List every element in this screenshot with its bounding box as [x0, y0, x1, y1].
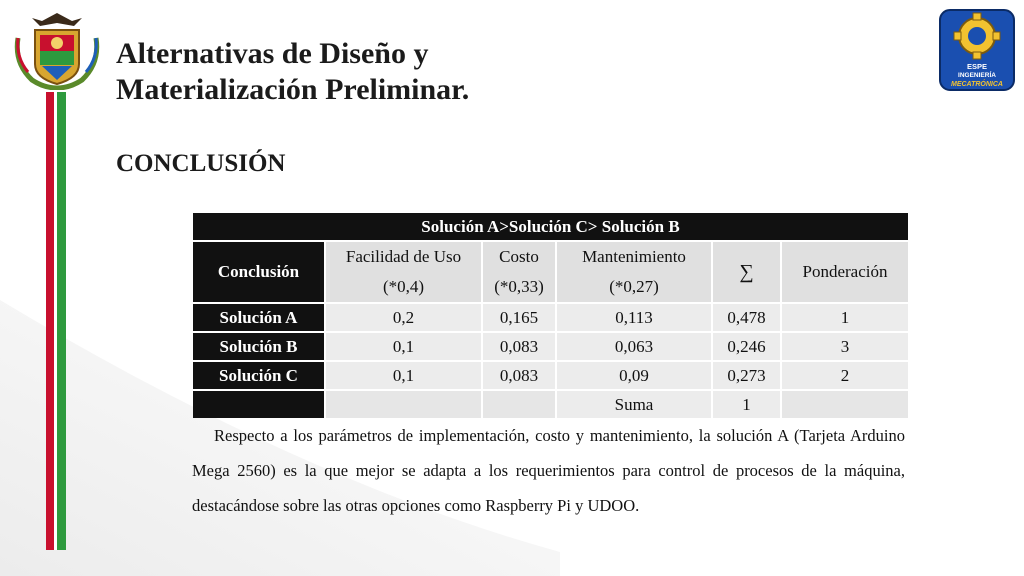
- table-row: [193, 362, 908, 389]
- row-c-name: Solución C: [193, 362, 324, 389]
- header-mantenimiento-weight: (*0,27): [609, 277, 659, 296]
- header-costo-label: Costo: [499, 247, 539, 266]
- espe-badge-line1: ESPE: [966, 62, 988, 71]
- slide-title-line1: Alternativas de Diseño y: [116, 37, 429, 70]
- header-facilidad: [326, 242, 481, 302]
- header-facilidad-label: Facilidad de Uso: [345, 247, 462, 266]
- conclusion-text: Respecto a los parámetros de implementación, costo y mantenimiento, la solución A (Tarjeta Arduino Mega 2560) es la que mejor se adapta a los requerimientos para control de procesos de la máquina, destacándose sobre las otras opciones como Raspberry Pi y UDOO.: [192, 426, 905, 515]
- header-ponderacion: Ponderación: [782, 242, 908, 302]
- header-costo-weight: (*0,33): [494, 277, 544, 296]
- header-sum: ∑: [713, 242, 780, 302]
- row-b-ponderacion: 3: [782, 333, 908, 360]
- table-row: [193, 304, 908, 331]
- gear-badge-icon: [938, 8, 1016, 92]
- coat-of-arms-crest-icon: [10, 8, 104, 90]
- header-row: [193, 242, 908, 302]
- row-b-costo: 0,083: [483, 333, 555, 360]
- conclusion-paragraph: [192, 418, 905, 523]
- stripe-green: [57, 92, 66, 550]
- row-c-costo: 0,083: [483, 362, 555, 389]
- row-b-sum: 0,246: [713, 333, 780, 360]
- section-heading: CONCLUSIÓN: [116, 150, 286, 177]
- footer-empty-dark: [193, 391, 324, 418]
- row-c-sum: 0,273: [713, 362, 780, 389]
- results-table: [191, 211, 910, 420]
- table-caption: Solución A>Solución C> Solución B: [193, 213, 908, 240]
- row-a-sum: 0,478: [713, 304, 780, 331]
- footer-row: [193, 391, 908, 418]
- footer-sum-value: 1: [713, 391, 780, 418]
- espe-badge-line2: INGENIERÍA: [958, 72, 996, 79]
- header-conclusion: Conclusión: [193, 242, 324, 302]
- row-a-ponderacion: 1: [782, 304, 908, 331]
- table-row: [193, 333, 908, 360]
- header-mantenimiento: [557, 242, 711, 302]
- espe-badge-line3: MECATRÓNICA: [951, 81, 1003, 88]
- stripe-red: [46, 92, 54, 550]
- caption-row: [193, 213, 908, 240]
- row-b-name: Solución B: [193, 333, 324, 360]
- row-c-ponderacion: 2: [782, 362, 908, 389]
- header-mantenimiento-label: Mantenimiento: [582, 247, 686, 266]
- footer-empty-cell: [483, 391, 555, 418]
- footer-sum-label: Suma: [557, 391, 711, 418]
- row-a-mantenimiento: 0,113: [557, 304, 711, 331]
- slide-title-line2: Materialización Preliminar.: [116, 73, 470, 106]
- row-a-name: Solución A: [193, 304, 324, 331]
- footer-empty-cell: [782, 391, 908, 418]
- row-b-mantenimiento: 0,063: [557, 333, 711, 360]
- footer-empty-cell: [326, 391, 481, 418]
- row-a-facilidad: 0,2: [326, 304, 481, 331]
- row-b-facilidad: 0,1: [326, 333, 481, 360]
- header-facilidad-weight: (*0,4): [382, 277, 425, 296]
- row-c-mantenimiento: 0,09: [557, 362, 711, 389]
- header-costo: [483, 242, 555, 302]
- row-a-costo: 0,165: [483, 304, 555, 331]
- slide-title: [116, 36, 469, 108]
- row-c-facilidad: 0,1: [326, 362, 481, 389]
